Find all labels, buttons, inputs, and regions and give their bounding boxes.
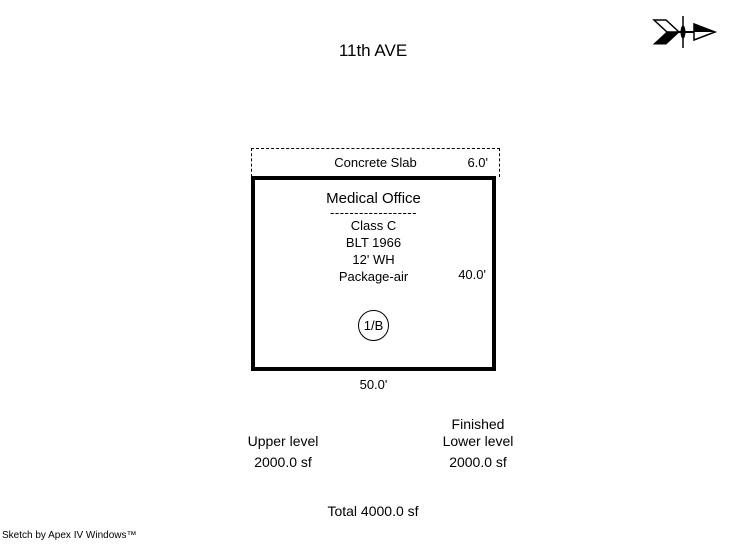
building-detail-wall-height: 12' WH [352,252,395,267]
lower-level-label-line2: Lower level [442,433,514,449]
north-arrow-icon [651,13,719,51]
level-marker-label: 1/B [363,318,384,333]
concrete-slab-outline [251,148,500,177]
slab-label: Concrete Slab [334,155,417,170]
street-label: 11th AVE [338,41,408,60]
app-credit: Sketch by Apex IV Windows™ [2,530,137,541]
lower-level-area-value: 2000.0 sf [449,454,507,470]
slab-width-dimension: 6.0' [467,155,488,170]
level-marker-circle [358,310,389,341]
building-height-dimension: 40.0' [458,267,486,282]
building-outline [251,176,496,371]
upper-level-area-block [213,433,353,471]
total-area-label: Total 4000.0 sf [327,503,419,519]
building-width-dimension: 50.0' [359,377,388,392]
building-name: Medical Office [326,190,421,207]
upper-level-area-value: 2000.0 sf [254,454,312,470]
building-detail-built-year: BLT 1966 [345,235,402,250]
building-detail-hvac: Package-air [338,269,409,284]
lower-level-label-line1: Finished [451,416,505,432]
building-detail-class: Class C [350,218,397,233]
lower-level-area-block [408,416,548,471]
separator-dashes: ------------------ [330,205,417,220]
building-text-block [255,190,492,285]
upper-level-label: Upper level [247,433,319,449]
